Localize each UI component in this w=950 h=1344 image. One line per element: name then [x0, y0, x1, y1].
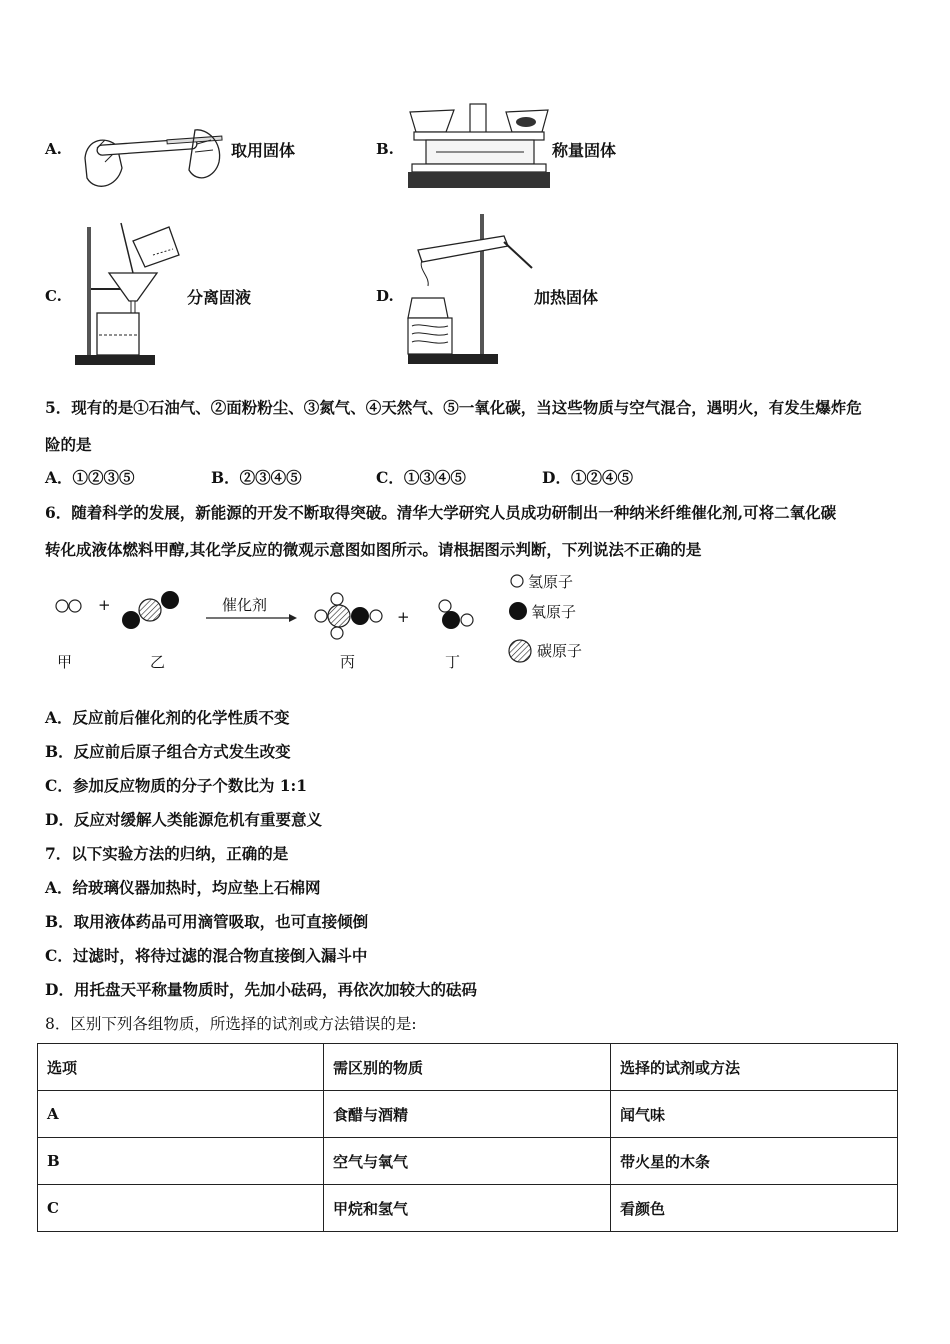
row-a-option: A: [38, 1091, 324, 1138]
label-yi: 乙: [150, 653, 166, 671]
q4-option-c-letter: C.: [45, 287, 62, 305]
molecule-ding-water: [435, 598, 479, 634]
q4-option-a-label: 取用固体: [231, 141, 296, 160]
q4-option-b-letter: B.: [376, 140, 394, 158]
molecule-bing-methanol: [313, 590, 387, 646]
header-option: 选项: [38, 1044, 324, 1091]
legend-oxygen: 氧原子: [531, 603, 577, 621]
heating-solid-apparatus-illustration: [404, 210, 534, 370]
q5-option-b[interactable]: B．②③④⑤: [211, 468, 302, 487]
legend-hydrogen: 氢原子: [528, 573, 574, 591]
q4-option-a-letter: A.: [45, 140, 62, 158]
reaction-diagram: [45, 568, 645, 678]
q4-option-d[interactable]: [376, 210, 656, 370]
q6-option-b[interactable]: B．反应前后原子组合方式发生改变: [45, 742, 291, 761]
q6-stem-line2: 转化成液体燃料甲醇,其化学反应的微观示意图如图所示。请根据图示判断，下列说法不正确的是: [45, 540, 702, 559]
label-jia: 甲: [57, 653, 73, 671]
q6-stem-line1: 6．随着科学的发展，新能源的开发不断取得突破。清华大学研究人员成功研制出一种纳米纤维催化剂,可将二氧化碳: [45, 503, 837, 522]
row-c-substances: 甲烷和氢气: [324, 1185, 611, 1232]
q5-option-c[interactable]: C．①③④⑤: [376, 468, 466, 487]
q7-option-d[interactable]: D．用托盘天平称量物质时，先加小砝码，再依次加较大的砝码: [45, 980, 477, 999]
q4-option-c[interactable]: [45, 215, 325, 370]
header-method: 选择的试剂或方法: [611, 1044, 898, 1091]
q7-option-a[interactable]: A．给玻璃仪器加热时，均应垫上石棉网: [45, 878, 321, 897]
header-substances: 需区别的物质: [324, 1044, 611, 1091]
row-b-substances: 空气与氧气: [324, 1138, 611, 1185]
q4-option-a[interactable]: [45, 110, 325, 200]
row-a-substances: 食醋与酒精: [324, 1091, 611, 1138]
q4-option-d-label: 加热固体: [534, 288, 599, 307]
q7-stem: 7．以下实验方法的归纳，正确的是: [45, 844, 289, 863]
table-header-row: [38, 1044, 898, 1091]
balance-scale-illustration: [406, 100, 551, 192]
table-row[interactable]: [38, 1091, 898, 1138]
q6-option-a[interactable]: A．反应前后催化剂的化学性质不变: [45, 708, 290, 727]
label-ding: 丁: [445, 653, 461, 671]
row-c-method: 看颜色: [611, 1185, 898, 1232]
test-tube-hands-illustration: [77, 118, 227, 198]
row-c-option: C: [38, 1185, 324, 1232]
hydrogen-atom-legend-icon: [509, 573, 525, 589]
table-row[interactable]: [38, 1138, 898, 1185]
oxygen-atom-legend-icon: [508, 601, 528, 621]
q5-option-a[interactable]: A．①②③⑤: [45, 468, 135, 487]
q6-option-d[interactable]: D．反应对缓解人类能源危机有重要意义: [45, 810, 322, 829]
label-bing: 丙: [340, 653, 356, 671]
q8-stem: 8．区别下列各组物质，所选择的试剂或方法错误的是:: [45, 1015, 417, 1033]
filtration-apparatus-illustration: [73, 215, 203, 370]
q6-option-c[interactable]: C．参加反应物质的分子个数比为 1:1: [45, 776, 308, 795]
table-row[interactable]: [38, 1185, 898, 1232]
q4-option-b-label: 称量固体: [552, 141, 617, 160]
q5-stem-line1: 5．现有的是①石油气、②面粉粉尘、③氮气、④天然气、⑤一氧化碳，当这些物质与空气混合，遇明火，有发生爆炸危: [45, 398, 862, 417]
reaction-arrow: [205, 612, 299, 624]
plus-sign-1: +: [98, 596, 111, 614]
q4-option-b[interactable]: [376, 100, 656, 195]
legend-carbon: 碳原子: [537, 642, 583, 660]
q5-option-d[interactable]: D．①②④⑤: [542, 468, 633, 487]
q8-table: [37, 1043, 898, 1232]
molecule-jia-hydrogen: [53, 596, 85, 616]
plus-sign-2: +: [397, 608, 410, 626]
q4-option-d-letter: D.: [376, 287, 394, 305]
q4-option-c-label: 分离固液: [187, 288, 252, 307]
q7-option-c[interactable]: C．过滤时，将待过滤的混合物直接倒入漏斗中: [45, 946, 368, 965]
q7-option-b[interactable]: B．取用液体药品可用滴管吸取，也可直接倾倒: [45, 912, 369, 931]
molecule-yi-co2: [117, 588, 187, 638]
carbon-atom-legend-icon: [507, 638, 533, 664]
q5-stem-line2: 险的是: [45, 435, 92, 454]
row-b-option: B: [38, 1138, 324, 1185]
row-b-method: 带火星的木条: [611, 1138, 898, 1185]
row-a-method: 闻气味: [611, 1091, 898, 1138]
catalyst-label: 催化剂: [222, 596, 268, 614]
